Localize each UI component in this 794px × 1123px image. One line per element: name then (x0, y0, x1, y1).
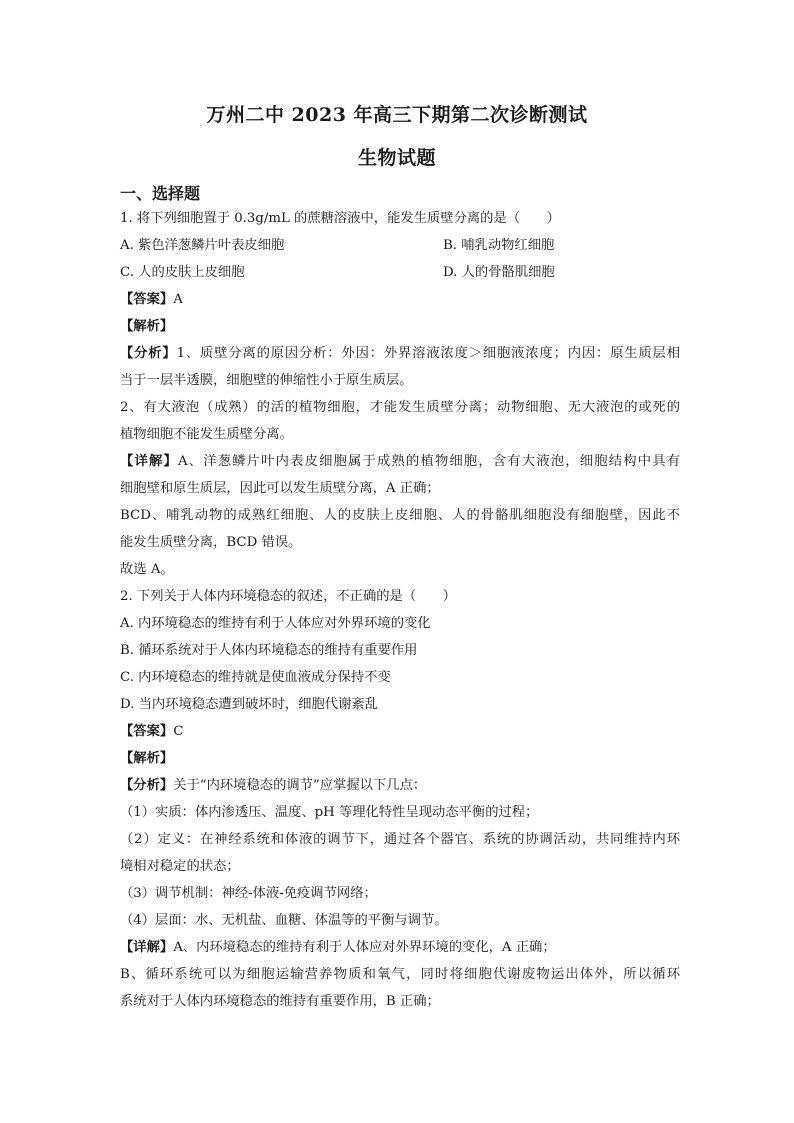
page-title: 万州二中 2023 年高三下期第二次诊断测试 (206, 104, 588, 126)
q2-answer-tag: 【答案】 (120, 724, 174, 739)
q2-fenxi-line-6: （4）层面：水、无机盐、血糖、体温等的平衡与调节。 (120, 913, 448, 928)
q1-options-row-1 (120, 232, 680, 259)
q1-fenxi-tag: 【分析】 (120, 346, 177, 361)
q2-answer (120, 718, 680, 745)
q1-option-d: D. 人的骨骼肌细胞 (443, 265, 555, 280)
q2-option-d: D. 当内环境稳态遭到破坏时，细胞代谢紊乱 (120, 697, 378, 712)
q1-fenxi-line-2: 当于一层半透膜，细胞壁的伸缩性小于原生质层。 (120, 373, 413, 388)
q2-fenxi-text-1: 关于“内环境稳态的调节”应掌握以下几点： (173, 778, 427, 793)
q2-fenxi-line-2: （1）实质：体内渗透压、温度、pH 等理化特性呈现动态平衡的过程； (120, 805, 539, 820)
q2-xiangjie-text-1: A、内环境稳态的维持有利于人体应对外界环境的变化，A 正确； (173, 940, 556, 955)
q1-analysis-tag: 【解析】 (120, 319, 174, 334)
section-heading: 一、选择题 (120, 184, 201, 203)
page-subtitle: 生物试题 (357, 147, 436, 169)
q2-option-a: A. 内环境稳态的维持有利于人体应对外界环境的变化 (120, 616, 431, 631)
q1-answer-tag: 【答案】 (120, 292, 174, 307)
q1-analysis-header (120, 313, 680, 340)
q2-option-b: B. 循环系统对于人体内环境稳态的维持有重要作用 (120, 643, 418, 658)
q1-fenxi-line-3: 2、有大液泡（成熟）的活的植物细胞，才能发生质壁分离；动物细胞、无大液泡的或死的 (120, 400, 680, 415)
q1-xiangjie-tag: 【详解】 (120, 454, 178, 469)
q2-xiangjie-tag: 【详解】 (120, 940, 174, 955)
q2-answer-value: C (173, 724, 184, 739)
q1-option-a: A. 紫色洋葱鳞片叶表皮细胞 (120, 238, 285, 253)
q1-option-c: C. 人的皮肤上皮细胞 (120, 265, 245, 280)
q1-xiangjie-text-1: A、洋葱鳞片叶内表皮细胞属于成熟的植物细胞，含有大液泡，细胞结构中具有 (177, 454, 680, 469)
q2-stem: 2. 下列关于人体内环境稳态的叙述，不正确的是（ ） (120, 589, 457, 604)
q2-fenxi-tag: 【分析】 (120, 778, 174, 793)
q2-xiangjie-line-2: B、循环系统可以为细胞运输营养物质和氧气，同时将细胞代谢废物运出体外，所以循环 (120, 967, 680, 982)
q1-xiangjie-line-3: BCD、哺乳动物的成熟红细胞、人的皮肤上皮细胞、人的骨骼肌细胞没有细胞壁，因此不 (120, 508, 680, 523)
q2-option-c: C. 内环境稳态的维持就是使血液成分保持不变 (120, 670, 391, 685)
q1-fenxi-line-1 (120, 340, 680, 367)
q1-conclusion: 故选 A。 (120, 562, 174, 577)
q1-fenxi-line-4: 植物细胞不能发生质壁分离。 (120, 427, 293, 442)
q2-fenxi-line-5: （3）调节机制：神经-体液-免疫调节网络； (120, 886, 377, 901)
q2-fenxi-line-3: （2）定义：在神经系统和体液的调节下，通过各个器官、系统的协调活动，共同维持内环 (120, 832, 680, 847)
q1-xiangjie-line-4: 能发生质壁分离，BCD 错误。 (120, 535, 302, 550)
q1-option-b: B. 哺乳动物红细胞 (443, 238, 555, 253)
q2-xiangjie-line-3: 系统对于人体内环境稳态的维持有重要作用，B 正确； (120, 994, 440, 1009)
q2-analysis-tag: 【解析】 (120, 751, 174, 766)
q2-fenxi-line-1 (120, 772, 680, 799)
q1-answer-value: A (173, 292, 183, 307)
q1-options-row-2 (120, 259, 680, 286)
q2-xiangjie-line-1 (120, 934, 680, 961)
q1-stem: 1. 将下列细胞置于 0.3g/mL 的蔗糖溶液中，能发生质壁分离的是（ ） (120, 211, 560, 226)
q1-xiangjie-line-2: 细胞壁和原生质层，因此可以发生质壁分离，A 正确； (120, 481, 440, 496)
q1-xiangjie-line-1 (120, 448, 680, 475)
q1-fenxi-text-1: 1、质壁分离的原因分析：外因：外界溶液浓度＞细胞液浓度；内因：原生质层相 (176, 346, 681, 361)
content-body (120, 205, 680, 1015)
q2-analysis-header (120, 745, 680, 772)
q2-fenxi-line-4: 境相对稳定的状态； (120, 859, 240, 874)
q1-answer (120, 286, 680, 313)
